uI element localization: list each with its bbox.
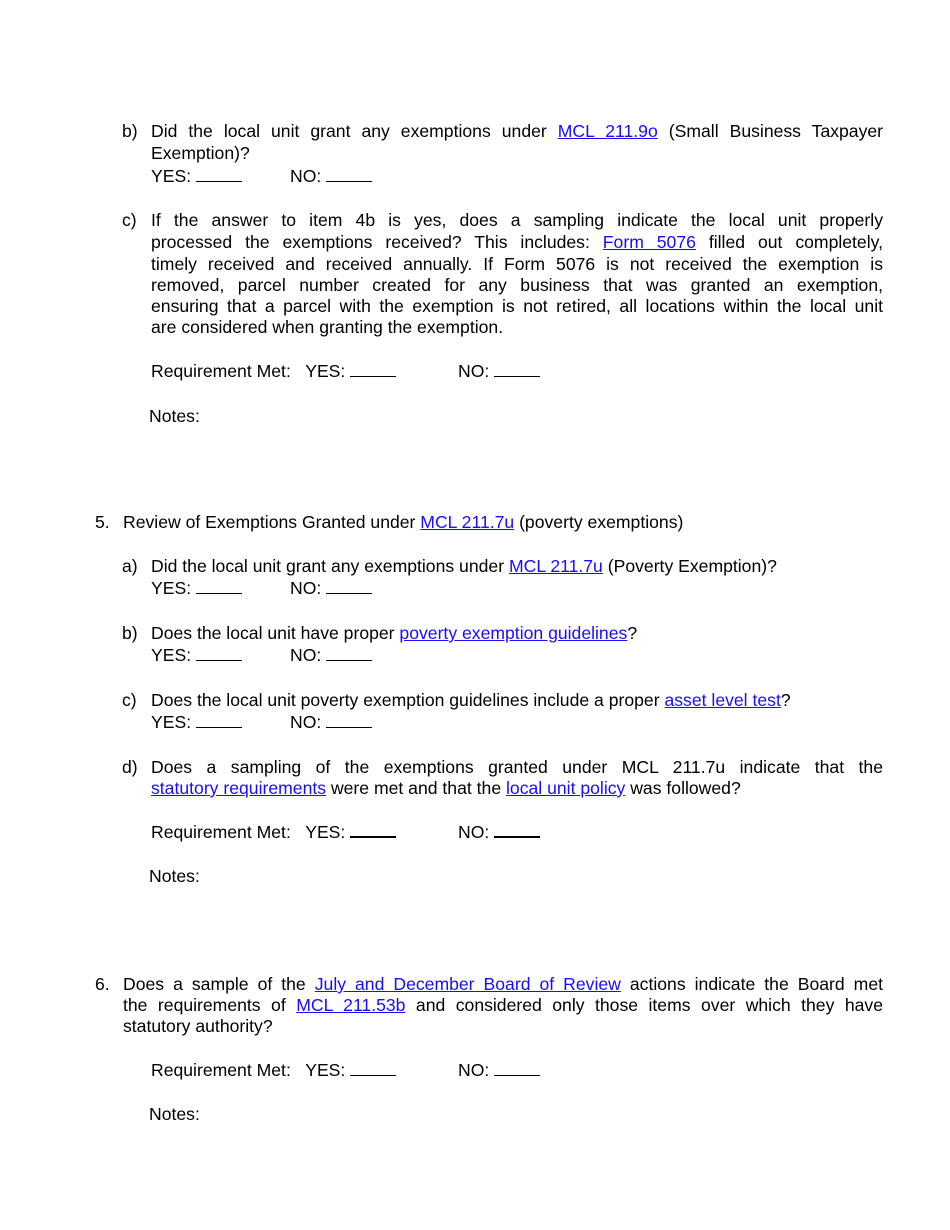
item-6-requirement-met: Requirement Met: YES: NO: (151, 1059, 396, 1081)
item-5-title: Review of Exemptions Granted under MCL 211.7u (poverty exemptions) (123, 512, 684, 532)
item-5a-question: Did the local unit grant any exemptions under MCL 211.7u (Poverty Exemption)? (151, 556, 777, 576)
yes-blank[interactable] (350, 1061, 396, 1076)
asset-level-test-link[interactable]: asset level test (664, 690, 781, 710)
item-5d-line-1: Does a sampling of the exemptions granted under MCL 211.7u indicate that the (151, 757, 883, 777)
yes-blank[interactable] (196, 713, 242, 728)
item-5d-marker: d) (122, 757, 138, 777)
item-6-line-3: statutory authority? (123, 1016, 273, 1036)
no-blank[interactable] (326, 713, 372, 728)
no-blank[interactable] (494, 362, 540, 377)
item-5-marker: 5. (95, 512, 110, 532)
yes-blank[interactable] (350, 362, 396, 377)
item-5c-yes-no: YES: NO: (151, 711, 242, 733)
mcl-211-53b-link[interactable]: MCL 211.53b (296, 995, 406, 1015)
yes-blank[interactable] (196, 646, 242, 661)
statutory-requirements-link[interactable]: statutory requirements (151, 778, 327, 798)
no-blank[interactable] (326, 646, 372, 661)
item-4c-line-6: are considered when granting the exemption. (151, 317, 504, 337)
yes-blank[interactable] (196, 579, 242, 594)
mcl-211-9o-link[interactable]: MCL 211.9o (557, 121, 658, 141)
local-unit-policy-link[interactable]: local unit policy (506, 778, 626, 798)
item-5b-question: Does the local unit have proper poverty exemption guidelines? (151, 623, 638, 643)
item-6-line-2: the requirements of MCL 211.53b and considered only those items over which they have (123, 995, 883, 1015)
item-6-marker: 6. (95, 974, 110, 994)
item-4c-line-3: timely received and received annually. If Form 5076 is not received the exemption is (151, 254, 883, 274)
item-4c-line-2: processed the exemptions received? This includes: Form 5076 filled out completely, (151, 232, 884, 252)
item-5c-marker: c) (122, 690, 137, 710)
item-4b-yes-no: YES: NO: (151, 165, 242, 187)
item-5b-marker: b) (122, 623, 138, 643)
no-blank[interactable] (494, 822, 540, 838)
poverty-exemption-guidelines-link[interactable]: poverty exemption guidelines (399, 623, 628, 643)
item-5-notes-label: Notes: (149, 866, 200, 886)
item-4c-line-5: ensuring that a parcel with the exemption is not retired, all locations within the local unit (151, 296, 883, 316)
form-5076-link[interactable]: Form 5076 (602, 232, 696, 252)
item-4c-marker: c) (122, 210, 137, 230)
item-4-requirement-met: Requirement Met: YES: NO: (151, 360, 396, 382)
item-6-line-1: Does a sample of the July and December Board of Review actions indicate the Board met (123, 974, 884, 994)
no-blank[interactable] (326, 579, 372, 594)
yes-blank[interactable] (350, 822, 396, 838)
item-5b-yes-no: YES: NO: (151, 644, 242, 666)
item-5a-marker: a) (122, 556, 138, 576)
mcl-211-7u-link[interactable]: MCL 211.7u (508, 556, 603, 576)
item-5d-line-2: statutory requirements were met and that the local unit policy was followed? (151, 778, 741, 798)
no-blank[interactable] (326, 167, 372, 182)
item-4c-line-1: If the answer to item 4b is yes, does a sampling indicate the local unit properly (151, 210, 883, 230)
item-5c-question: Does the local unit poverty exemption guidelines include a proper asset level test? (151, 690, 791, 710)
item-6-notes-label: Notes: (149, 1104, 200, 1124)
yes-blank[interactable] (196, 167, 242, 182)
board-of-review-link[interactable]: July and December Board of Review (314, 974, 621, 994)
item-4b-line-2: Exemption)? (151, 143, 250, 163)
no-blank[interactable] (494, 1061, 540, 1076)
item-4-notes-label: Notes: (149, 406, 200, 426)
item-4c-line-4: removed, parcel number created for any business that was granted an exemption, (151, 275, 883, 295)
mcl-211-7u-link[interactable]: MCL 211.7u (420, 512, 515, 532)
item-5a-yes-no: YES: NO: (151, 577, 242, 599)
item-4b-marker: b) (122, 121, 138, 141)
item-4b-line-1: Did the local unit grant any exemptions under MCL 211.9o (Small Business Taxpayer (151, 121, 884, 141)
item-5-requirement-met: Requirement Met: YES: NO: (151, 821, 396, 843)
